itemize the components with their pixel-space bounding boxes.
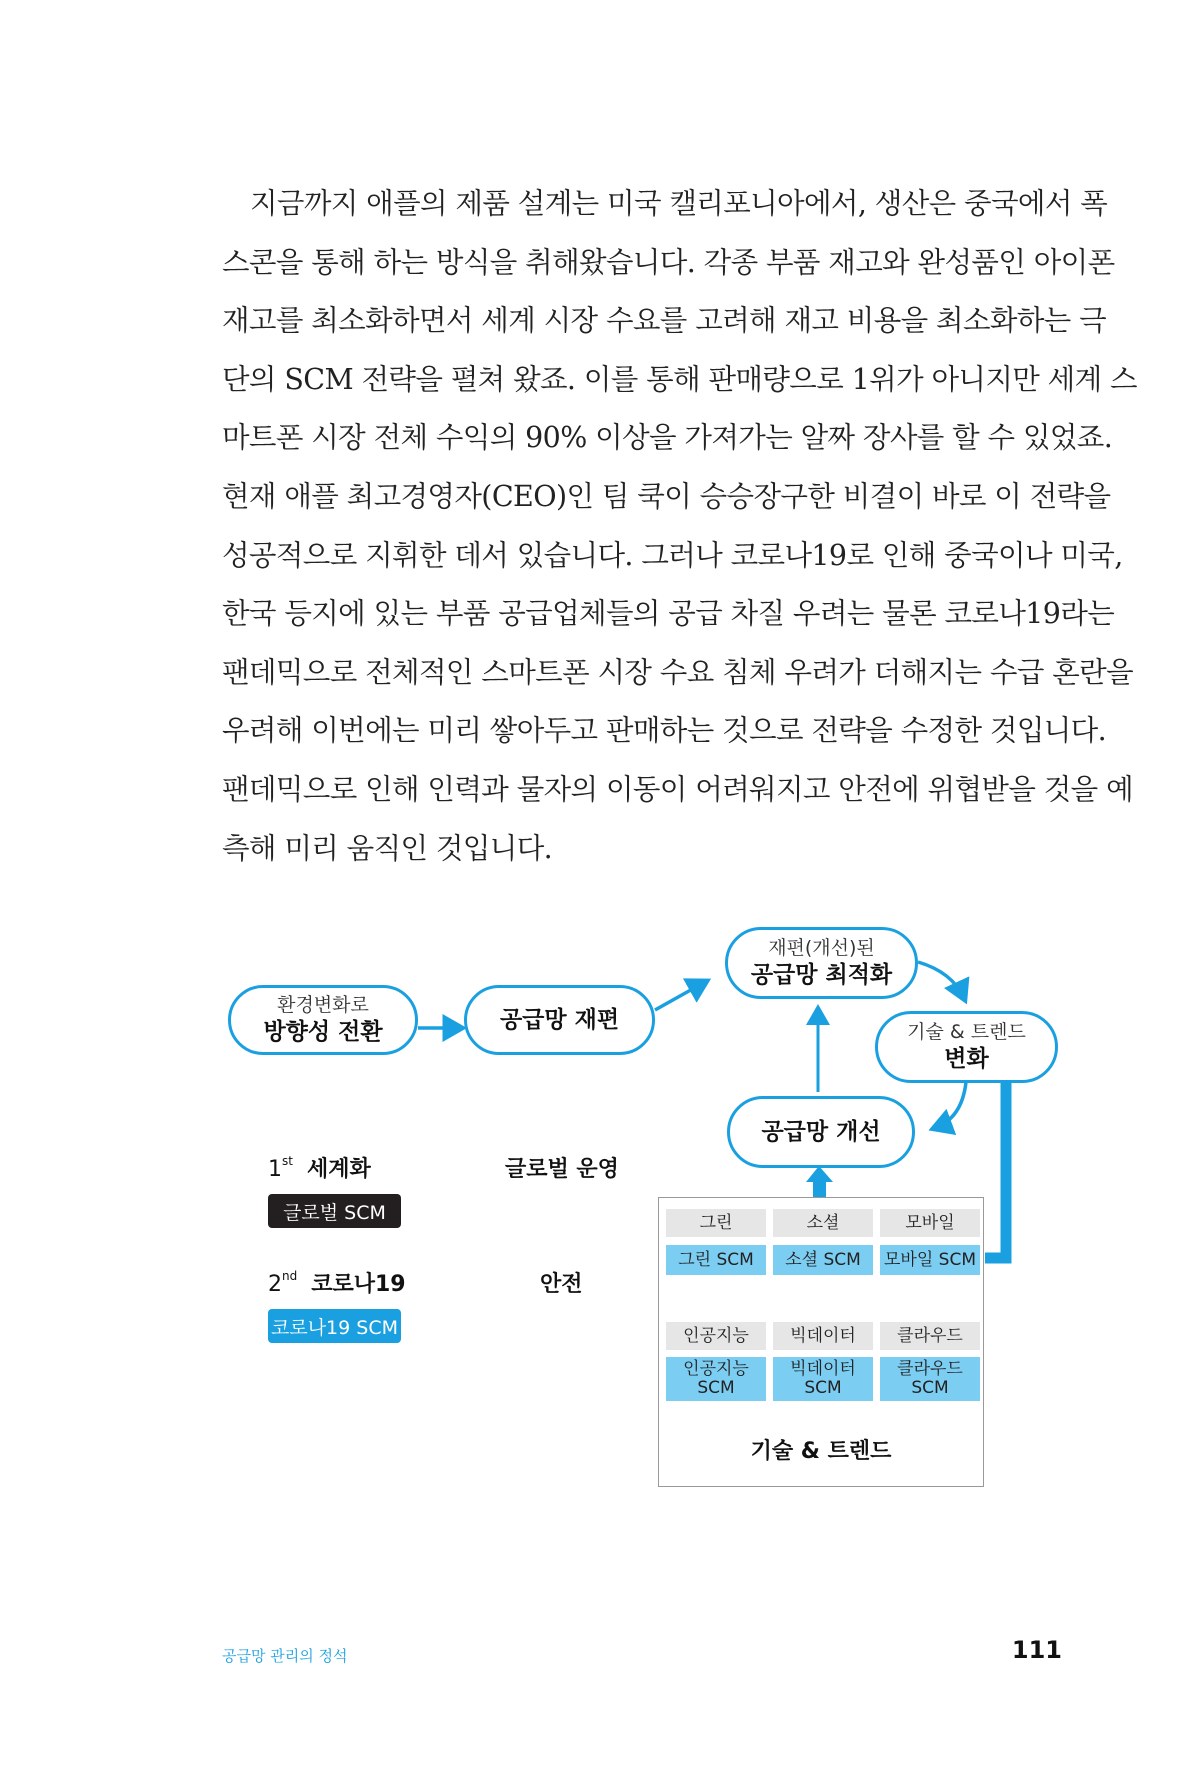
phase-2-ordinal: 2 <box>268 1272 282 1297</box>
thick-up-arrow-shaft <box>813 1180 826 1198</box>
node-optimized-main: 공급망 최적화 <box>750 962 893 988</box>
tag-global-scm: 글로벌 SCM <box>268 1194 401 1228</box>
phase-2-value: 안전 <box>540 1272 583 1297</box>
text-line: 현재 애플 최고경영자(CEO)인 팀 쿡이 승승장구한 비결이 바로 이 전략을 <box>222 479 1111 513</box>
thick-connector-tech <box>985 1081 1006 1258</box>
phase-1-label <box>268 1152 371 1183</box>
arrow-restructure-to-optimized <box>655 982 705 1010</box>
node-tech-change-sub: 기술 & 트렌드 <box>907 1021 1026 1043</box>
cell-head-ai: 인공지능 <box>666 1322 766 1350</box>
page-number: 111 <box>1011 1636 1062 1664</box>
phase-2-name: 코로나19 <box>311 1272 406 1297</box>
cell-head-cloud: 클라우드 <box>880 1322 980 1350</box>
node-tech-change-main: 변화 <box>944 1046 989 1072</box>
text-line: 측해 미리 움직인 것입니다. <box>222 831 553 865</box>
node-restructure-main: 공급망 재편 <box>499 1007 620 1033</box>
node-restructure <box>464 985 655 1055</box>
arrow-optimized-to-tech <box>918 962 964 998</box>
node-env-change-main: 방향성 전환 <box>263 1019 383 1045</box>
tech-box-title: 기술 & 트렌드 <box>750 1439 892 1464</box>
text-line: 재고를 최소화하면서 세계 시장 수요를 고려해 재고 비용을 최소화하는 극 <box>222 304 1107 338</box>
tech-trend-box <box>658 1197 984 1487</box>
footer-book-title: 공급망 관리의 정석 <box>222 1647 348 1665</box>
cell-head-green: 그린 <box>666 1209 766 1237</box>
thick-up-arrow-head <box>806 1166 833 1182</box>
text-line: 팬데믹으로 인해 인력과 물자의 이동이 어려워지고 안전에 위협받을 것을 예 <box>222 772 1133 806</box>
phase-1-value: 글로벌 운영 <box>505 1157 619 1182</box>
cell-head-social: 소셜 <box>773 1209 873 1237</box>
node-tech-change <box>875 1011 1058 1083</box>
arrow-tech-to-improvement <box>935 1082 966 1128</box>
cell-scm-bigdata: 빅데이터 SCM <box>773 1357 873 1401</box>
text-line: 스콘을 통해 하는 방식을 취해왔습니다. 각종 부품 재고와 완성품인 아이폰 <box>222 245 1115 279</box>
node-improvement-main: 공급망 개선 <box>761 1119 881 1145</box>
cell-scm-cloud: 클라우드 SCM <box>880 1357 980 1401</box>
node-optimized <box>725 927 918 999</box>
phase-2-suffix: nd <box>282 1268 298 1283</box>
text-line: 마트폰 시장 전체 수익의 90% 이상을 가져가는 알짜 장사를 할 수 있었죠. <box>222 421 1113 455</box>
text-line: 팬데믹으로 전체적인 스마트폰 시장 수요 침체 우려가 더해지는 수급 혼란을 <box>222 655 1133 689</box>
text-line: 단의 SCM 전략을 펼쳐 왔죠. 이를 통해 판매량으로 1위가 아니지만 세계 스 <box>222 362 1137 396</box>
cell-scm-green: 그린 SCM <box>666 1245 766 1275</box>
text-line: 우려해 이번에는 미리 쌓아두고 판매하는 것으로 전략을 수정한 것입니다. <box>222 714 1107 748</box>
text-line: 한국 등지에 있는 부품 공급업체들의 공급 차질 우려는 물론 코로나19라는 <box>222 597 1115 631</box>
phase-2-label <box>268 1267 406 1298</box>
node-env-change-sub: 환경변화로 <box>277 994 369 1016</box>
phase-1-ordinal: 1 <box>268 1157 282 1182</box>
cell-scm-ai: 인공지능 SCM <box>666 1357 766 1401</box>
node-optimized-sub: 재편(개선)된 <box>768 937 875 959</box>
text-line: 지금까지 애플의 제품 설계는 미국 캘리포니아에서, 생산은 중국에서 폭 <box>250 187 1108 220</box>
node-env-change <box>228 985 418 1055</box>
cell-head-mobile: 모바일 <box>880 1209 980 1237</box>
cell-scm-social: 소셜 SCM <box>773 1245 873 1275</box>
cell-head-bigdata: 빅데이터 <box>773 1322 873 1350</box>
cell-scm-mobile: 모바일 SCM <box>880 1245 980 1275</box>
tag-covid-scm: 코로나19 SCM <box>268 1309 401 1343</box>
phase-1-name: 세계화 <box>306 1157 371 1182</box>
phase-1-suffix: st <box>282 1153 293 1168</box>
text-line: 성공적으로 지휘한 데서 있습니다. 그러나 코로나19로 인해 중국이나 미국, <box>222 538 1123 572</box>
node-improvement <box>727 1096 915 1168</box>
